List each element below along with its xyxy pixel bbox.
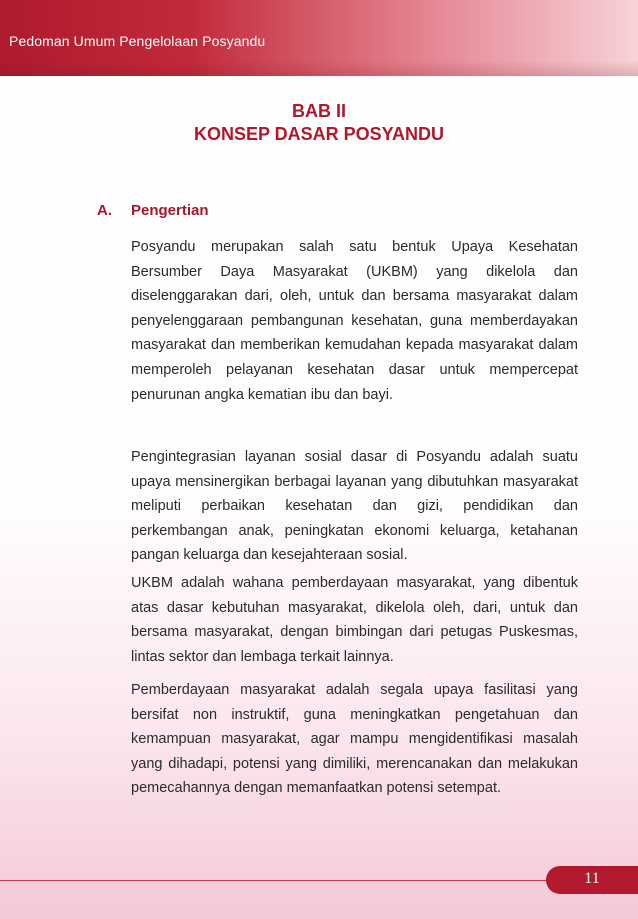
paragraph-1: Posyandu merupakan salah satu bentuk Upaya Kesehatan Bersumber Daya Masyarakat (UKBM) yang dikelola dan diselenggarakan dari, oleh, untuk dan bersama masyarakat dalam penyelenggaraan pembangunan kesehatan, guna memberdayakan masyarakat dan memberikan kemudahan kepada masyarakat dalam memperoleh pelayanan kesehatan dasar untuk mempercepat penurunan angka kematian ibu dan bayi. [131, 239, 578, 403]
chapter-number: BAB II [292, 101, 346, 121]
chapter-title: KONSEP DASAR POSYANDU [193, 124, 445, 144]
footer-divider [0, 880, 560, 881]
paragraph-2: Pengintegrasian layanan sosial dasar di Posyandu adalah suatu upaya mensinergikan berbagai layanan yang dibutuhkan masyarakat meliputi perbaikan kesehatan dan gizi, pendidikan dan perkembangan anak, peningkatan ekonomi keluarga, ketahanan pangan keluarga dan kesejahteraan sosial. [131, 449, 578, 564]
page-number: 11 [584, 870, 600, 887]
paragraph-4: Pemberdayaan masyarakat adalah segala upaya fasilitasi yang bersifat non instruktif, guna meningkatkan pengetahuan dan kemampuan masyarakat, agar mampu mengidentifikasi masalah yang dihadapi, potensi yang dimiliki, merencanakan dan melakukan pemecahannya dengan memanfaatkan potensi setempat. [131, 682, 578, 797]
section-letter: A. [97, 202, 112, 219]
running-header-title: Pedoman Umum Pengelolaan Posyandu [9, 33, 266, 49]
paragraph-3: UKBM adalah wahana pemberdayaan masyarakat, yang dibentuk atas dasar kebutuhan masyarakat, dikelola oleh, dari, untuk dan bersama masyarakat, dengan bimbingan dari petugas Puskesmas, lintas sektor dan lembaga terkait lainnya. [131, 575, 578, 665]
section-title: Pengertian [131, 202, 209, 219]
header-shade [0, 60, 638, 76]
